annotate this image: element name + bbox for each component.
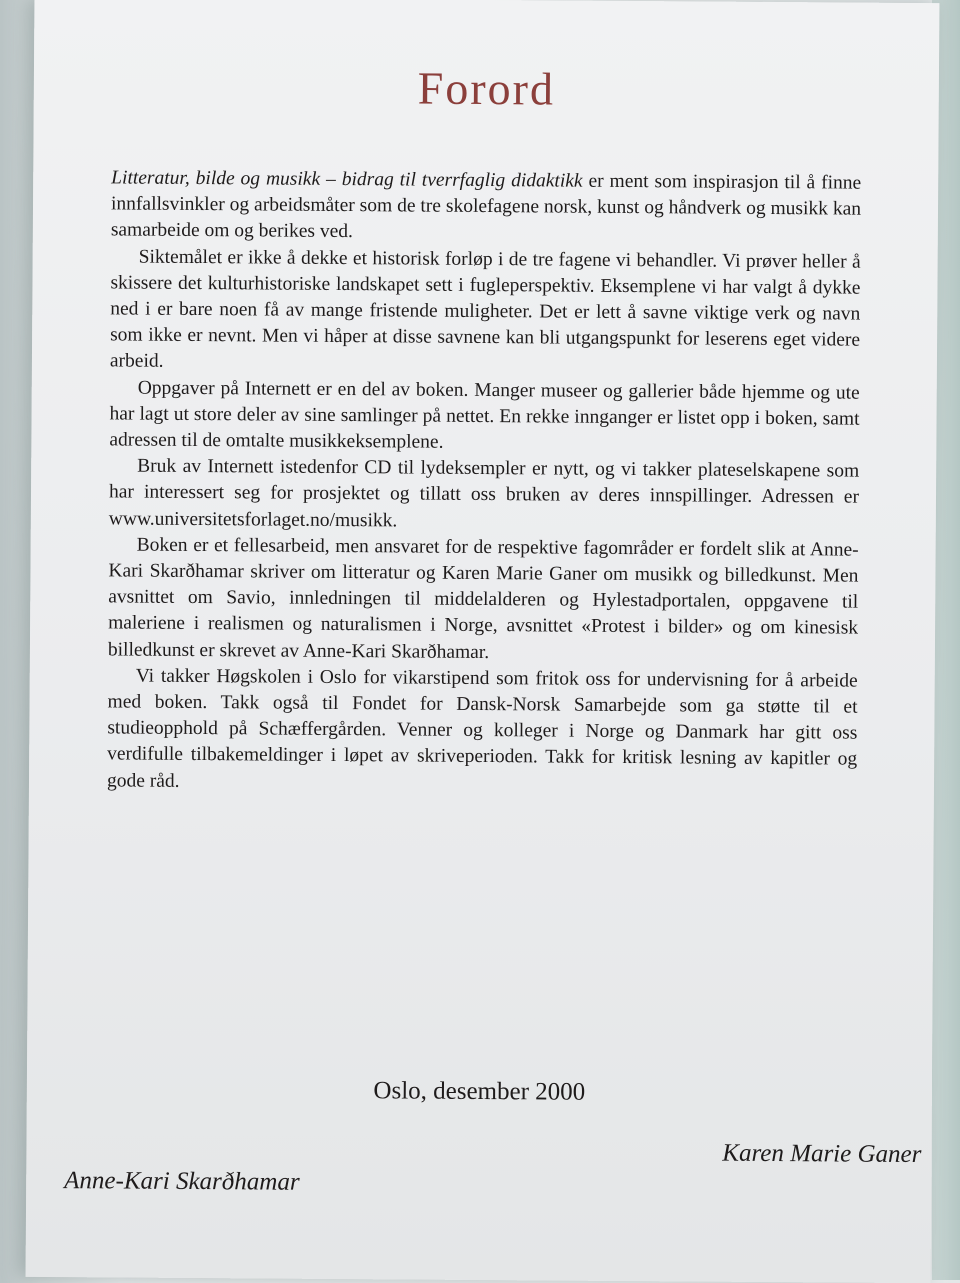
- signature-anne-kari: Anne-Kari Skarðhamar: [64, 1167, 300, 1196]
- paragraph: Bruk av Internett istedenfor CD til lydeksempler er nytt, og vi takker plateselskapene som har interessert seg for prosjektet og tillatt oss bruken av deres innspillinger. Adressen er www.universitetsforlaget.no/musikk.: [108, 455, 860, 532]
- book-page: [26, 0, 940, 1283]
- paragraph: Vi takker Høgskolen i Oslo for vikarstipend som fritok oss for undervisning for å arbeide med boken. Takk også til Fondet for Dansk-Norsk Samarbejde som ga støtte til et studieopphold på Schæffergården. Venner og kolleger i Norge og Danmark har gitt oss verdifulle tilbakemeldinger i løpet av skriveperioden. Takk for kritisk lesning av kapitler og gode råd.: [106, 665, 858, 792]
- book-title-italic: Litteratur, bilde og musikk – bidrag til tverrfaglig didaktikk: [111, 167, 583, 192]
- page-title: Forord: [417, 62, 556, 115]
- intro-text: er ment som inspirasjon til å finne innfallsvinkler og arbeidsmåter som de tre skolefagene norsk, kunst og håndverk og musikk kan samarbeide om og berikes ved.: [110, 170, 862, 243]
- paragraph: Siktemålet er ikke å dekke et historisk forløp i de tre fagene vi behandler. Vi prøver heller å skissere det kulturhistoriske landskapet sett i fugleperspektiv. Eksemplene vi har valgt å dykke ned i er bare noen få av mange fristende muligheter. Det er lett å savne viktige verk og navn som ikke er nevnt. Men vi håper at disse savnene kan bli utgangspunkt for leserens eget videre arbeid.: [109, 246, 861, 373]
- foreword-body: [107, 165, 861, 799]
- signature-karen: Karen Marie Ganer: [722, 1139, 922, 1169]
- paragraph-intro: [111, 165, 862, 249]
- paragraph: Boken er et fellesarbeid, men ansvaret for de respektive fagområder er fordelt slik at Anne-Kari Skarðhamar skriver om litteratur og Karen Marie Ganer om musikk og billedkunst. Men avsnittet om Savio, innledningen til middelalderen og Hylestadportalen, oppgavene til maleriene i realismen og naturalismen i Norge, avsnittet «Protest i bilder» og om kinesisk billedkunst er skrevet av Anne-Kari Skarðhamar.: [107, 534, 859, 663]
- place-and-date: Oslo, desember 2000: [373, 1077, 586, 1106]
- paragraph: Oppgaver på Internett er en del av boken. Manger museer og gallerier både hjemme og ute har lagt ut store deler av sine samlinger på nettet. En rekke innganger er listet opp i boken, samt adressen til de omtalte musikkeksemplene.: [109, 377, 860, 453]
